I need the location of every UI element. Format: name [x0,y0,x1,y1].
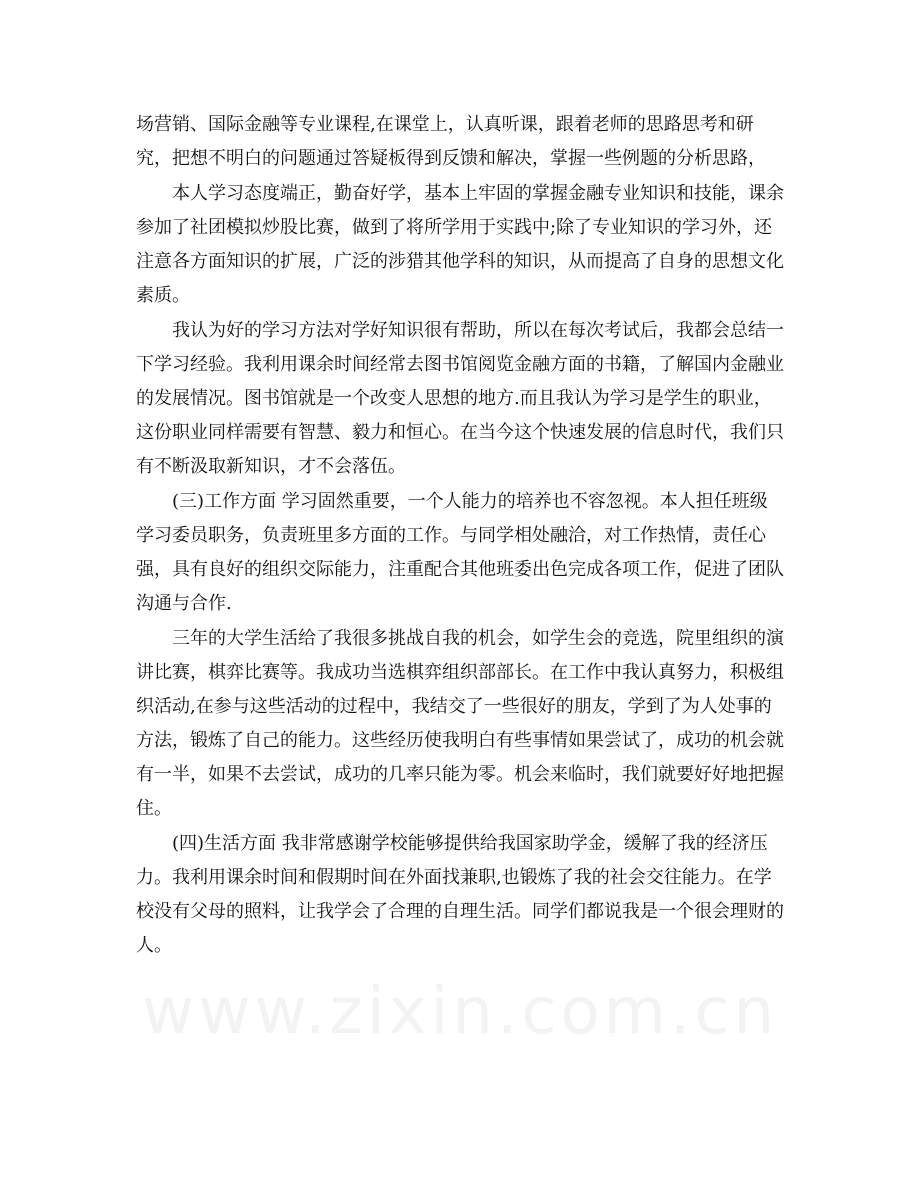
text-line: 方法，锻炼了自己的能力。这些经历使我明白有些事情如果尝试了，成功的机会就 [136,730,784,751]
text-line: 有一半，如果不去尝试，成功的几率只能为零。机会来临时，我们就要好好地把握 [136,764,784,785]
text-line: 校没有父母的照料，让我学会了合理的自理生活。同学们都说我是一个很会理财的 [136,901,784,922]
text-line: 素质。 [136,285,190,306]
text-line: 这份职业同样需要有智慧、毅力和恒心。在当今这个快速发展的信息时代，我们只 [136,422,784,443]
text-line: 织活动,在参与这些活动的过程中，我结交了一些很好的朋友，学到了为人处事的 [136,696,772,717]
text-line: 我认为好的学习方法对学好知识很有帮助，所以在每次考试后，我都会总结一 [136,320,784,341]
text-line: 场营销、国际金融等专业课程,在课堂上，认真听课，跟着老师的思路思考和研 [136,114,754,135]
text-line: 参加了社团模拟炒股比赛，做到了将所学用于实践中;除了专业知识的学习外，还 [136,217,773,238]
text-line: (三)工作方面 学习固然重要，一个人能力的培养也不容忽视。本人担任班级 [136,491,768,512]
text-line: 力。我利用课余时间和假期时间在外面找兼职,也锻炼了我的社会交往能力。在学 [136,867,772,888]
text-line: 究，把想不明白的问题通过答疑板得到反馈和解决，掌握一些例题的分析思路， [136,148,766,169]
text-line: 的发展情况。图书馆就是一个改变人思想的地方.而且我认为学习是学生的职业， [136,388,772,409]
watermark-text: www.zixin.com.cn [141,975,779,1049]
text-line: 有不断汲取新知识，才不会落伍。 [136,456,406,477]
text-line: 学习委员职务，负责班里多方面的工作。与同学相处融洽，对工作热情，责任心 [136,525,766,546]
text-line: 沟通与合作. [136,593,232,614]
text-line: 人。 [136,935,172,956]
text-line: 注意各方面知识的扩展，广泛的涉猎其他学科的知识，从而提高了自身的思想文化 [136,251,784,272]
text-line: 三年的大学生活给了我很多挑战自我的机会，如学生会的竞选，院里组织的演 [136,628,784,649]
text-line: (四)生活方面 我非常感谢学校能够提供给我国家助学金，缓解了我的经济压 [136,833,768,854]
document-body [136,113,788,958]
text-line: 下学习经验。我利用课余时间经常去图书馆阅览金融方面的书籍，了解国内金融业 [136,354,784,375]
text-line: 讲比赛，棋弈比赛等。我成功当选棋弈组织部部长。在工作中我认真努力，积极组 [136,662,784,683]
text-line: 强，具有良好的组织交际能力，注重配合其他班委出色完成各项工作，促进了团队 [136,559,784,580]
text-line: 本人学习态度端正，勤奋好学，基本上牢固的掌握金融专业知识和技能，课余 [136,183,784,204]
text-line: 住。 [136,798,172,819]
